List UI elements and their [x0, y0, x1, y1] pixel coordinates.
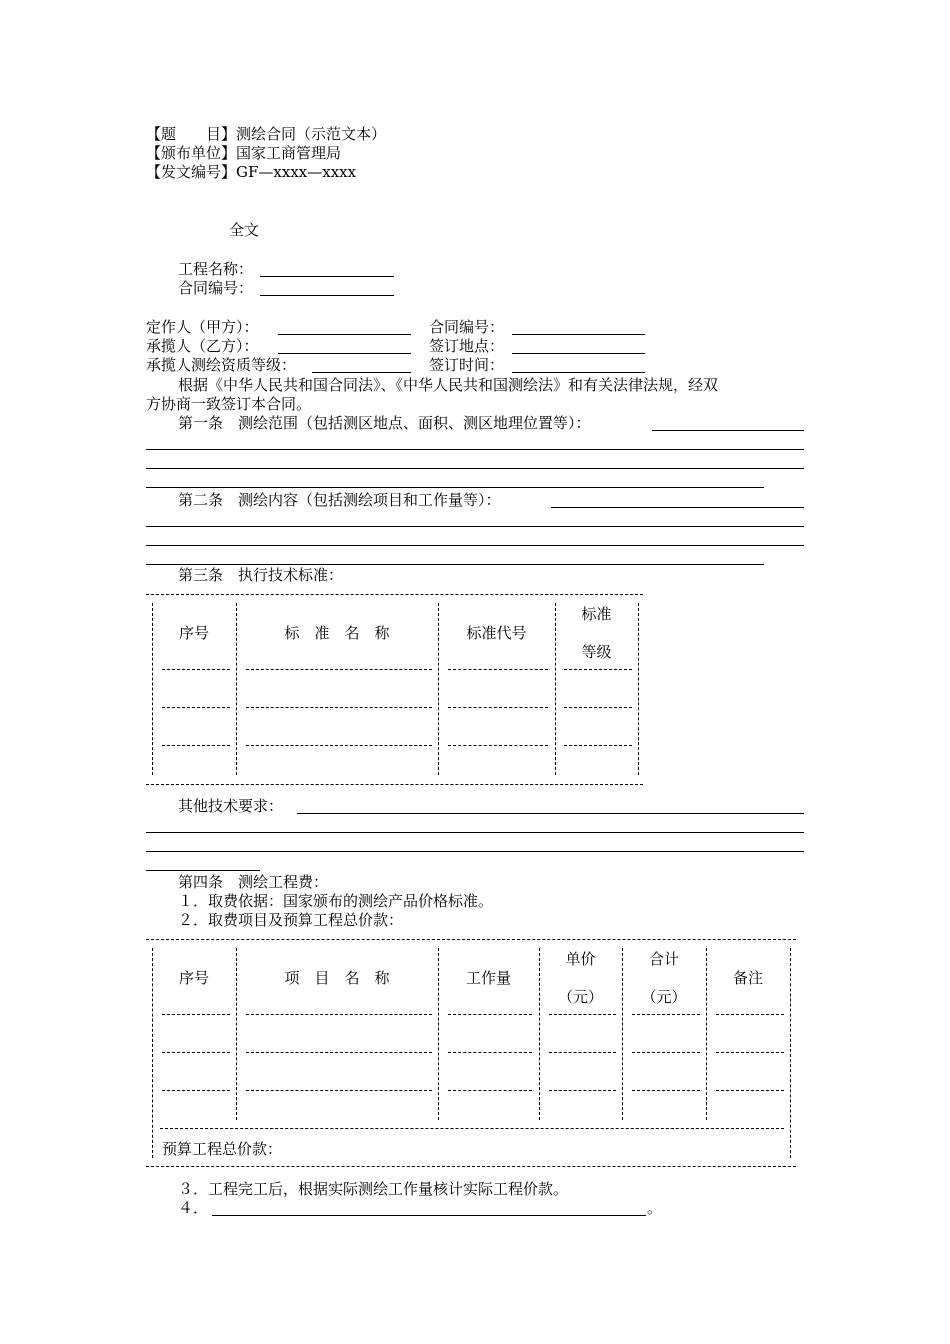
qualification-blank — [312, 372, 411, 373]
article-2-line — [146, 545, 804, 546]
title-label: 【题 目】 — [146, 125, 237, 143]
table1-header-level-1: 标准 — [581, 605, 612, 623]
title-value: 测绘合同（示范文本） — [236, 125, 387, 143]
qualification-label: 承揽人测绘资质等级： — [146, 356, 297, 374]
sign-place-blank — [512, 353, 645, 354]
fee-item-3: ３．工程完工后，根据实际测绘工作量核计实际工程价款。 — [178, 1180, 569, 1198]
fulltext-heading: 全文 — [229, 221, 260, 239]
article-2-line — [146, 564, 764, 565]
table2-header-seq: 序号 — [178, 969, 209, 987]
fee-item-4-blank — [212, 1215, 646, 1216]
issuer-label: 【颁布单位】 — [146, 144, 237, 162]
party-b-blank — [278, 353, 411, 354]
fee-item-2: ２．取费项目及预算工程总价款： — [178, 911, 404, 929]
table1-header-name: 标 准 名 称 — [284, 624, 390, 642]
other-tech-line — [146, 832, 804, 833]
issuer-line — [146, 144, 341, 163]
article-2: 第二条 测绘内容（包括测绘项目和工作量等）： — [178, 491, 501, 509]
article-4: 第四条 测绘工程费： — [178, 873, 329, 891]
other-tech-label: 其他技术要求： — [178, 797, 284, 815]
docno-value: GF—xxxx—xxxx — [236, 163, 357, 181]
table2-header-unit-price-unit: （元） — [557, 988, 603, 1006]
table1-header-seq: 序号 — [178, 624, 209, 642]
other-tech-blank — [297, 813, 804, 814]
contract-no-label-2: 合同编号： — [429, 318, 505, 336]
article-1: 第一条 测绘范围（包括测区地点、面积、测区地理位置等）： — [178, 414, 591, 432]
fee-item-4-suffix: 。 — [647, 1199, 663, 1217]
table2-header-total: 合计 — [648, 950, 679, 968]
issuer-value: 国家工商管理局 — [236, 144, 342, 162]
article-2-line — [146, 526, 804, 527]
table2-header-quantity: 工作量 — [465, 969, 511, 987]
table2-header-unit-price: 单价 — [565, 950, 596, 968]
article-1-line — [146, 487, 764, 488]
preamble-line-2: 方协商一致签订本合同。 — [146, 395, 312, 413]
party-a-blank — [278, 334, 411, 335]
table2-total-label: 预算工程总价款： — [162, 1140, 283, 1158]
contract-no-blank-2 — [512, 334, 645, 335]
other-tech-line — [146, 851, 804, 852]
contract-no-blank-1 — [260, 295, 394, 296]
sign-time-label: 签订时间： — [429, 356, 505, 374]
preamble-line-1: 根据《中华人民共和国合同法》、《中华人民共和国测绘法》和有关法律法规，经双 — [178, 376, 719, 394]
party-b-label: 承揽人（乙方）： — [146, 337, 259, 355]
party-a-label: 定作人（甲方）： — [146, 318, 259, 336]
article-1-blank — [652, 430, 804, 431]
sign-time-blank — [512, 372, 645, 373]
other-tech-line — [146, 870, 260, 871]
doc-title-line — [146, 125, 386, 144]
project-name-label: 工程名称： — [178, 260, 254, 278]
contract-no-label-1: 合同编号： — [178, 279, 254, 297]
docno-line — [146, 163, 356, 182]
article-3: 第三条 执行技术标准： — [178, 566, 344, 584]
table1-header-level-2: 等级 — [581, 643, 612, 661]
table1-header-code: 标准代号 — [466, 624, 527, 642]
table2-header-remarks: 备注 — [732, 969, 763, 987]
article-1-line — [146, 468, 804, 469]
article-1-line — [146, 449, 804, 450]
docno-label: 【发文编号】 — [146, 163, 237, 181]
fee-item-4-prefix: ４． — [178, 1199, 209, 1217]
project-name-blank — [260, 276, 394, 277]
table2-header-item: 项 目 名 称 — [284, 969, 390, 987]
sign-place-label: 签订地点： — [429, 337, 505, 355]
fee-item-1: １．取费依据：国家颁布的测绘产品价格标准。 — [178, 892, 494, 910]
article-2-blank — [551, 507, 804, 508]
table2-header-total-unit: （元） — [641, 988, 687, 1006]
